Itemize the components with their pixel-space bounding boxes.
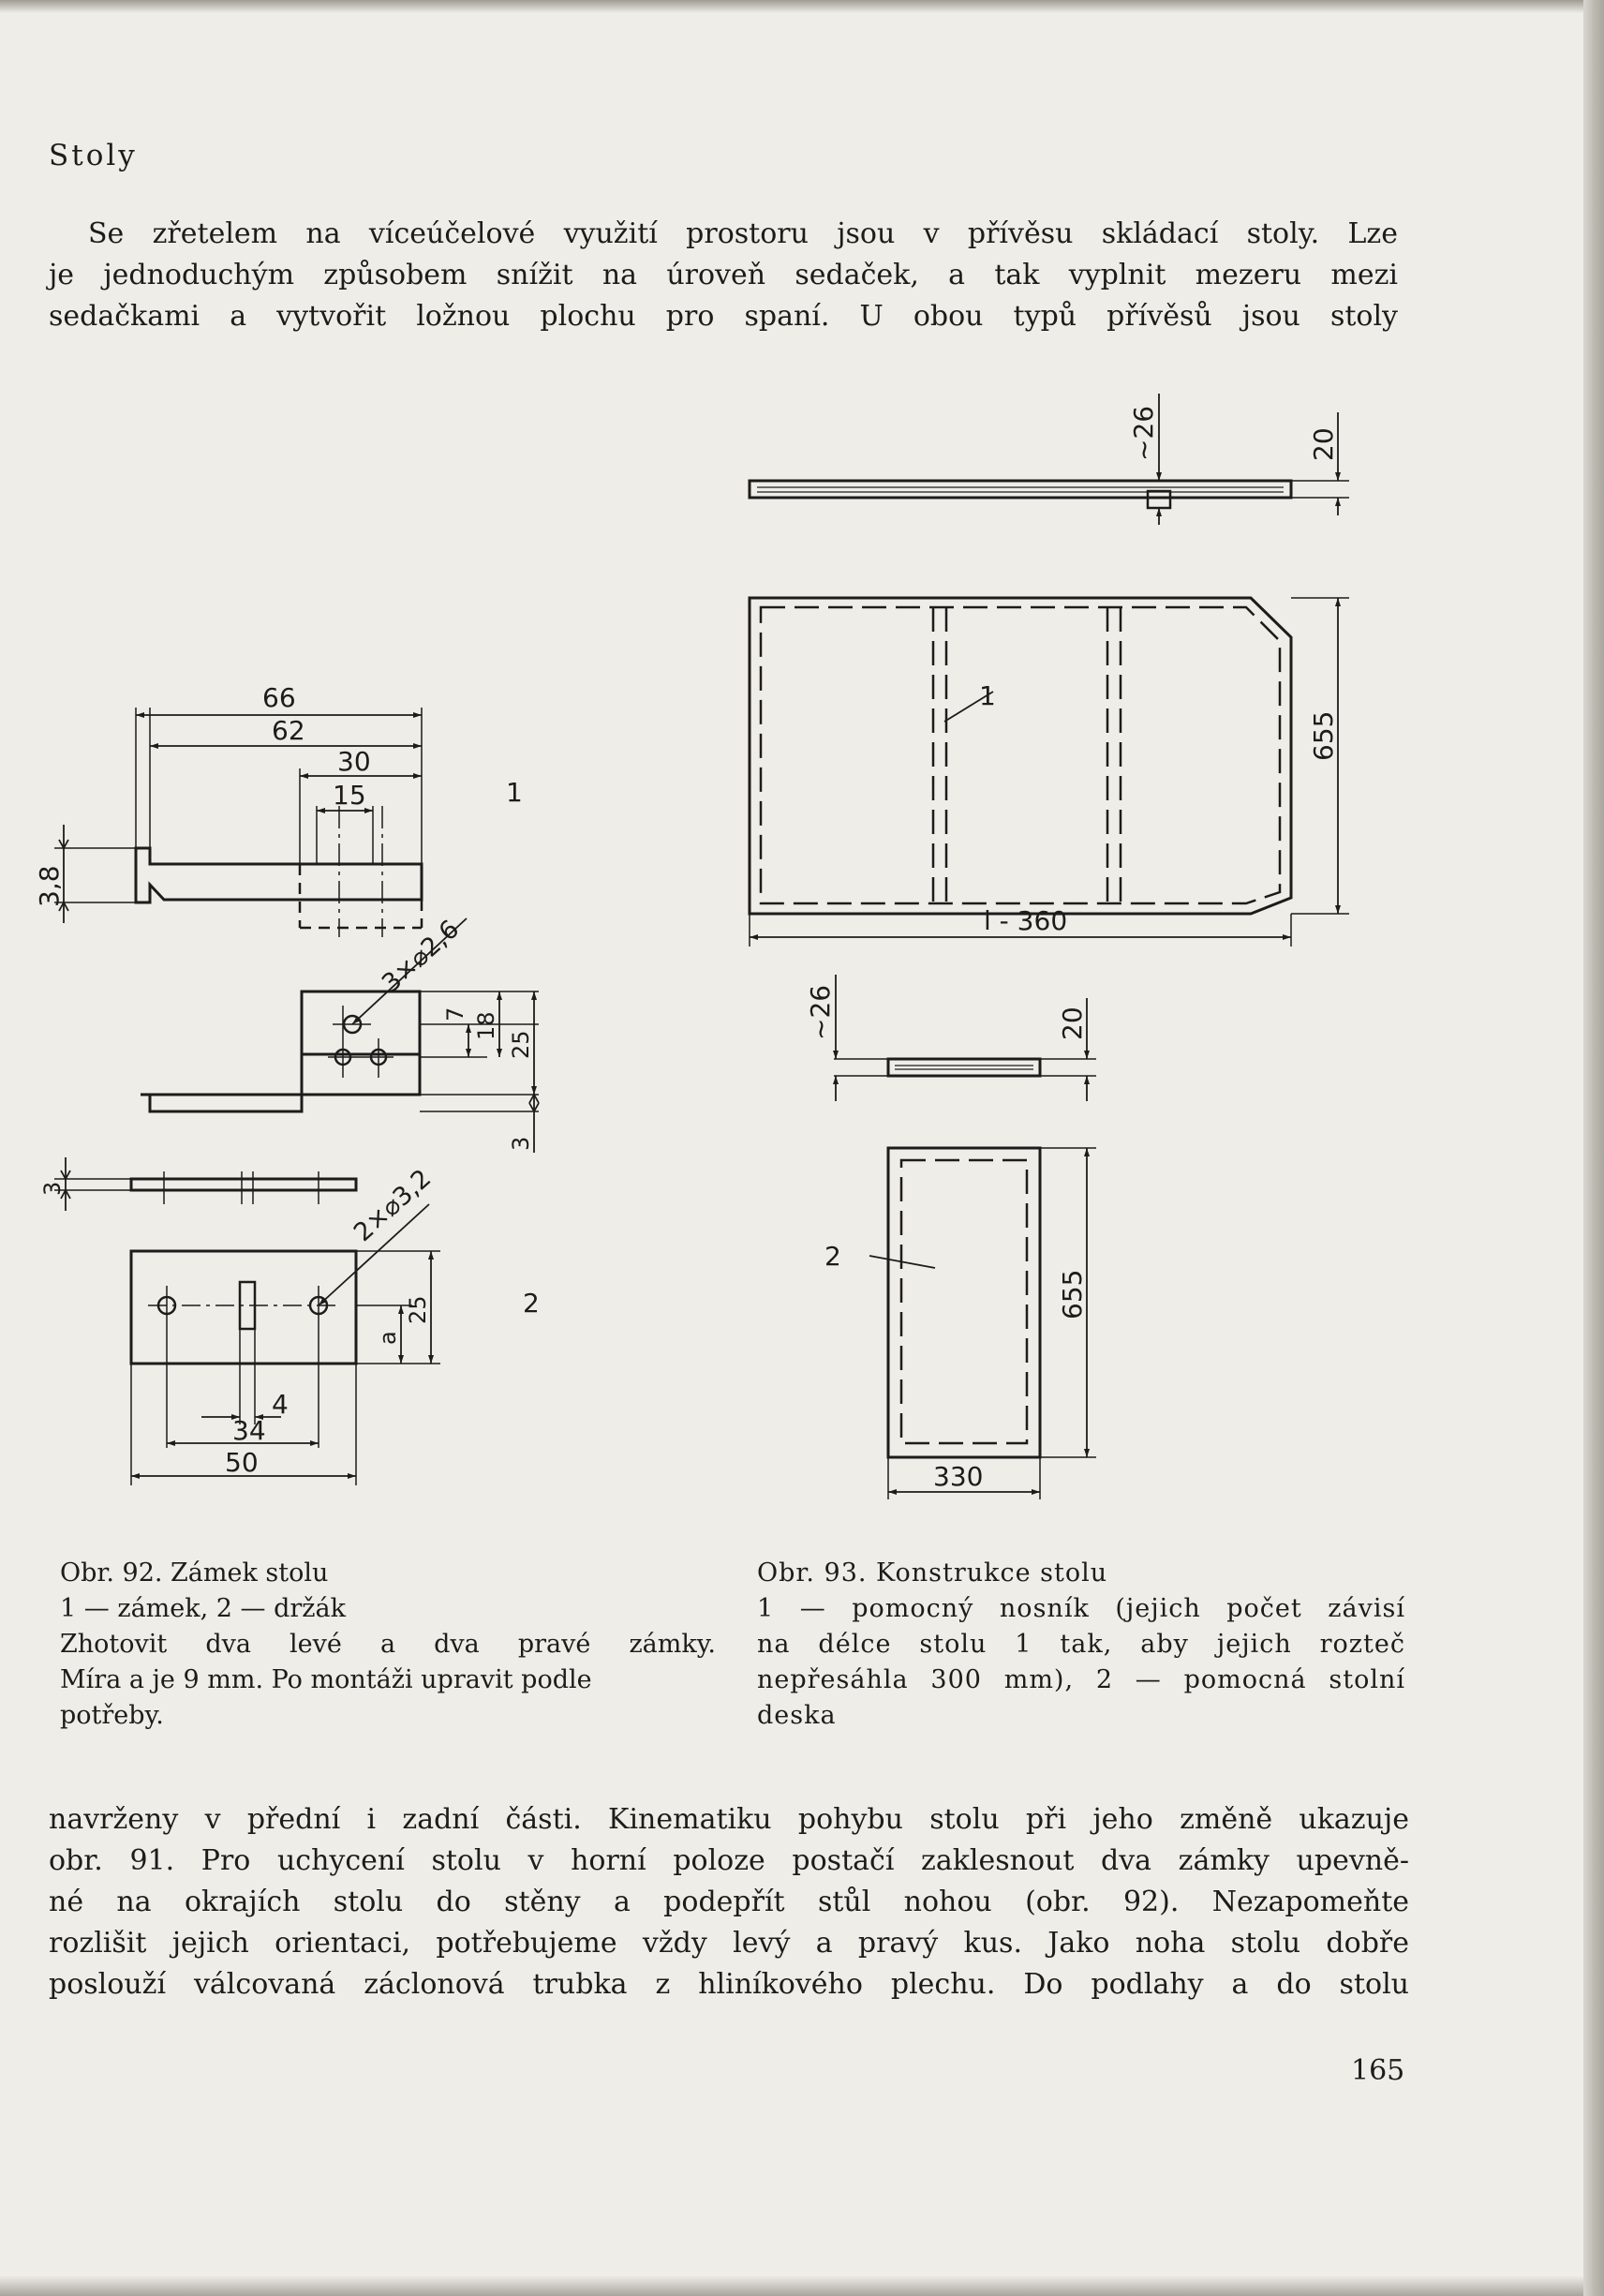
text-line: navrženy v přední i zadní části. Kinematiku pohybu stolu při jeho změně ukazuje xyxy=(49,1803,1409,1836)
text-line: obr. 91. Pro uchycení stolu v horní poloze postačí zaklesnout dva zámky upevně- xyxy=(49,1844,1409,1877)
dim-25b: 25 xyxy=(405,1295,431,1324)
dim-20a: 20 xyxy=(1308,427,1339,461)
text-line: né na okrajích stolu do stěny a podepřít stůl nohou (obr. 92). Nezapomeňte xyxy=(49,1886,1409,1918)
dim-7: 7 xyxy=(442,1006,468,1021)
text-line: sedačkami a vytvořit ložnou plochu pro spaní. U obou typů přívěsů jsou stoly xyxy=(49,300,1398,333)
dim-20b: 20 xyxy=(1057,1006,1088,1040)
caption-line: na délce stolu 1 tak, aby jejich rozteč xyxy=(757,1630,1405,1659)
dim-4: 4 xyxy=(272,1389,289,1420)
page-edge xyxy=(1583,0,1604,2296)
fig93-label-2: 2 xyxy=(824,1241,841,1272)
dim-18: 18 xyxy=(473,1011,499,1040)
dim-655a: 655 xyxy=(1308,710,1339,761)
caption-line: deska xyxy=(757,1701,837,1730)
dim-62: 62 xyxy=(272,715,305,746)
paragraph-bottom xyxy=(49,1799,1409,2005)
text-line: Se zřetelem na víceúčelové využití prostoru jsou v přívěsu skládací stoly. Lze xyxy=(88,217,1398,250)
dim-15: 15 xyxy=(333,780,366,811)
dim-34: 34 xyxy=(232,1415,266,1446)
dim-50: 50 xyxy=(225,1447,259,1478)
dim-l-360: l - 360 xyxy=(984,905,1068,936)
caption-line: potřeby. xyxy=(60,1701,164,1730)
caption-figure-92 xyxy=(60,1556,716,1734)
text-line: je jednoduchým způsobem snížit na úroveň sedaček, a tak vyplnit mezeru mezi xyxy=(49,259,1398,291)
caption-title: Obr. 93. Konstrukce stolu xyxy=(757,1558,1108,1588)
caption-line: Míra a je 9 mm. Po montáži upravit podle xyxy=(60,1665,592,1694)
dim-330: 330 xyxy=(933,1461,984,1492)
caption-line: 1 — zámek, 2 — držák xyxy=(60,1594,346,1623)
dim-26b: ~26 xyxy=(805,984,836,1040)
page-bottom-shadow xyxy=(0,2275,1583,2296)
part-label-2: 2 xyxy=(523,1288,540,1319)
caption-line: nepřesáhla 300 mm), 2 — pomocná stolní xyxy=(757,1665,1405,1694)
caption-line: Zhotovit dva levé a dva pravé zámky. xyxy=(60,1630,716,1659)
dim-66: 66 xyxy=(262,682,296,713)
figure-92-lock xyxy=(54,708,539,1485)
dim-25a: 25 xyxy=(508,1030,534,1059)
hole-2x: 2×⌀3,2 xyxy=(348,1163,438,1248)
fig93-label-1: 1 xyxy=(979,680,996,711)
text-line: rozlišit jejich orientaci, potřebujeme vždy levý a pravý kus. Jako noha stolu dobře xyxy=(49,1927,1409,1960)
dim-3b: 3 xyxy=(39,1181,66,1196)
dim-3a: 3 xyxy=(508,1136,534,1151)
hole-3x: 3×⌀2,6 xyxy=(376,914,466,999)
dim-a: a xyxy=(375,1331,401,1345)
section-heading: Stoly xyxy=(49,139,138,172)
figure-93-table xyxy=(750,394,1349,1499)
dim-655b: 655 xyxy=(1057,1269,1088,1319)
dim-30: 30 xyxy=(337,746,371,777)
caption-line: 1 — pomocný nosník (jejich počet závisí xyxy=(757,1594,1405,1623)
page-number: 165 xyxy=(1351,2054,1405,2087)
caption-figure-93 xyxy=(757,1556,1405,1734)
part-label-1: 1 xyxy=(506,777,523,808)
text-line: poslouží válcovaná záclonová trubka z hliníkového plechu. Do podlahy a do stolu xyxy=(49,1968,1409,2001)
dim-26a: ~26 xyxy=(1128,405,1159,461)
caption-title: Obr. 92. Zámek stolu xyxy=(60,1558,329,1588)
dim-3-8: 3,8 xyxy=(34,865,65,907)
